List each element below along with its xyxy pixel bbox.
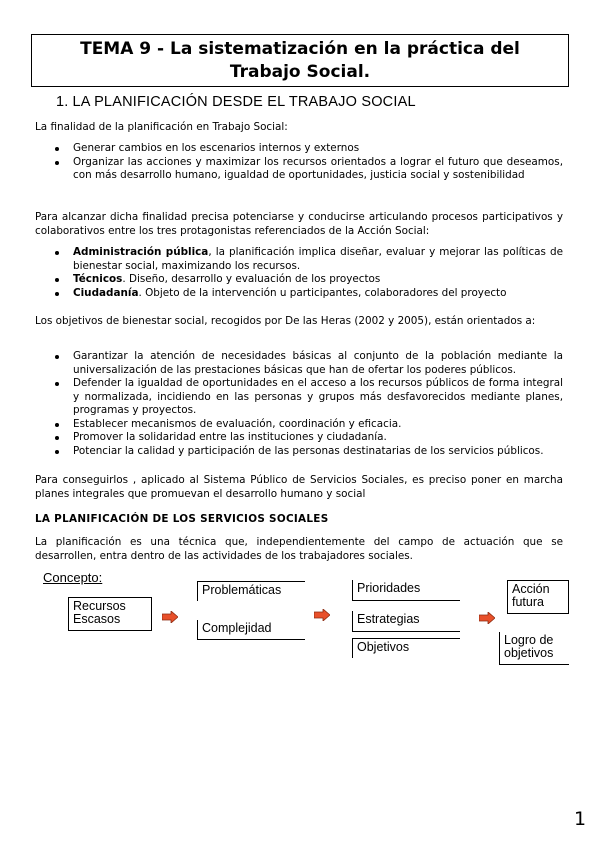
- actor-text: . Objeto de la intervención u participantes, colaboradores del proyecto: [138, 286, 507, 299]
- list-item: [55, 273, 563, 287]
- actor-term: Técnicos: [73, 273, 123, 285]
- actor-text: , la planificación implica diseñar, evaluar y mejorar las políticas de bienestar social, maximizando los recursos.: [73, 246, 563, 272]
- list-item: Defender la igualdad de oportunidades en el acceso a los recursos públicos de forma integral y normalizada, incidiendo en las personas y grupos más desfavorecidos mediante planes, programas y proyectos.: [55, 377, 563, 418]
- section-title: LA PLANIFICACIÓN DESDE EL TRABAJO SOCIAL: [72, 94, 416, 110]
- title-line-2: Trabajo Social.: [229, 62, 371, 82]
- arrow-icon: [479, 612, 495, 624]
- section-number: 1.: [56, 94, 69, 110]
- concept-label: Concepto:: [43, 570, 103, 585]
- arrow-shape: [479, 612, 495, 624]
- box-prioridades: Prioridades: [352, 580, 460, 601]
- list-item: Organizar las acciones y maximizar los recursos orientados a lograr el futuro que deseamos, con más desarrollo humano, igualdad de oportunidades, justicia social y sostenibilidad: [55, 156, 563, 183]
- intro-paragraph: La finalidad de la planificación en Trabajo Social:: [35, 121, 288, 133]
- list-item: Generar cambios en los escenarios internos y externos: [55, 142, 563, 156]
- arrow-icon: [314, 609, 330, 621]
- actor-term: Ciudadanía: [73, 286, 139, 299]
- paragraph-planning-technique: La planificación es una técnica que, independientemente del campo de actuación que se desarrollen, entra dentro de las actividades de los trabajadores sociales.: [35, 536, 563, 562]
- arrow-shape: [162, 611, 178, 623]
- document-title: [31, 34, 569, 87]
- box-complejidad: Complejidad: [197, 620, 305, 640]
- section-heading: [56, 94, 416, 110]
- list-item: Establecer mecanismos de evaluación, coordinación y eficacia.: [55, 418, 563, 432]
- arrow-icon: [162, 611, 178, 623]
- box-logro-objetivos: Logro de objetivos: [499, 632, 569, 665]
- box-estrategias: Estrategias: [352, 611, 460, 632]
- list-item: Potenciar la calidad y participación de las personas destinatarias de los servicios públicos.: [55, 445, 563, 459]
- box-objetivos: Objetivos: [352, 638, 460, 658]
- list-item: [55, 287, 563, 301]
- intro-bullet-list: [55, 142, 563, 183]
- paragraph-objectives-intro: Los objetivos de bienestar social, recogidos por De las Heras (2002 y 2005), están orientados a:: [35, 315, 536, 327]
- box-accion-futura: Acción futura: [507, 580, 569, 614]
- actors-bullet-list: [55, 246, 563, 300]
- objectives-bullet-list: [55, 350, 563, 458]
- arrow-shape: [314, 609, 330, 621]
- box-recursos-escasos: Recursos Escasos: [68, 597, 152, 631]
- actor-term: Administración pública: [73, 246, 209, 258]
- page-number: 1: [574, 808, 587, 830]
- paragraph-actors-intro: Para alcanzar dicha finalidad precisa potenciarse y conducirse articulando procesos participativos y colaborativos entre los tres protagonistas referenciados de la Acción Social:: [35, 211, 563, 237]
- actor-text: . Diseño, desarrollo y evaluación de los proyectos: [122, 273, 381, 285]
- list-item: Promover la solidaridad entre las instituciones y ciudadanía.: [55, 431, 563, 445]
- paragraph-integral-plans: Para conseguirlos , aplicado al Sistema Público de Servicios Sociales, es preciso poner en marcha planes integrales que promuevan el desarrollo humano y social: [35, 474, 563, 500]
- box-problematicas: Problemáticas: [197, 581, 305, 601]
- list-item: [55, 246, 563, 273]
- subheading-servicios-sociales: LA PLANIFICACIÓN DE LOS SERVICIOS SOCIALES: [35, 513, 329, 525]
- list-item: Garantizar la atención de necesidades básicas al conjunto de la población mediante la universalización de las prestaciones básicas que han de ofertar los poderes públicos.: [55, 350, 563, 377]
- title-line-1: TEMA 9 - La sistematización en la práctica del: [80, 39, 520, 59]
